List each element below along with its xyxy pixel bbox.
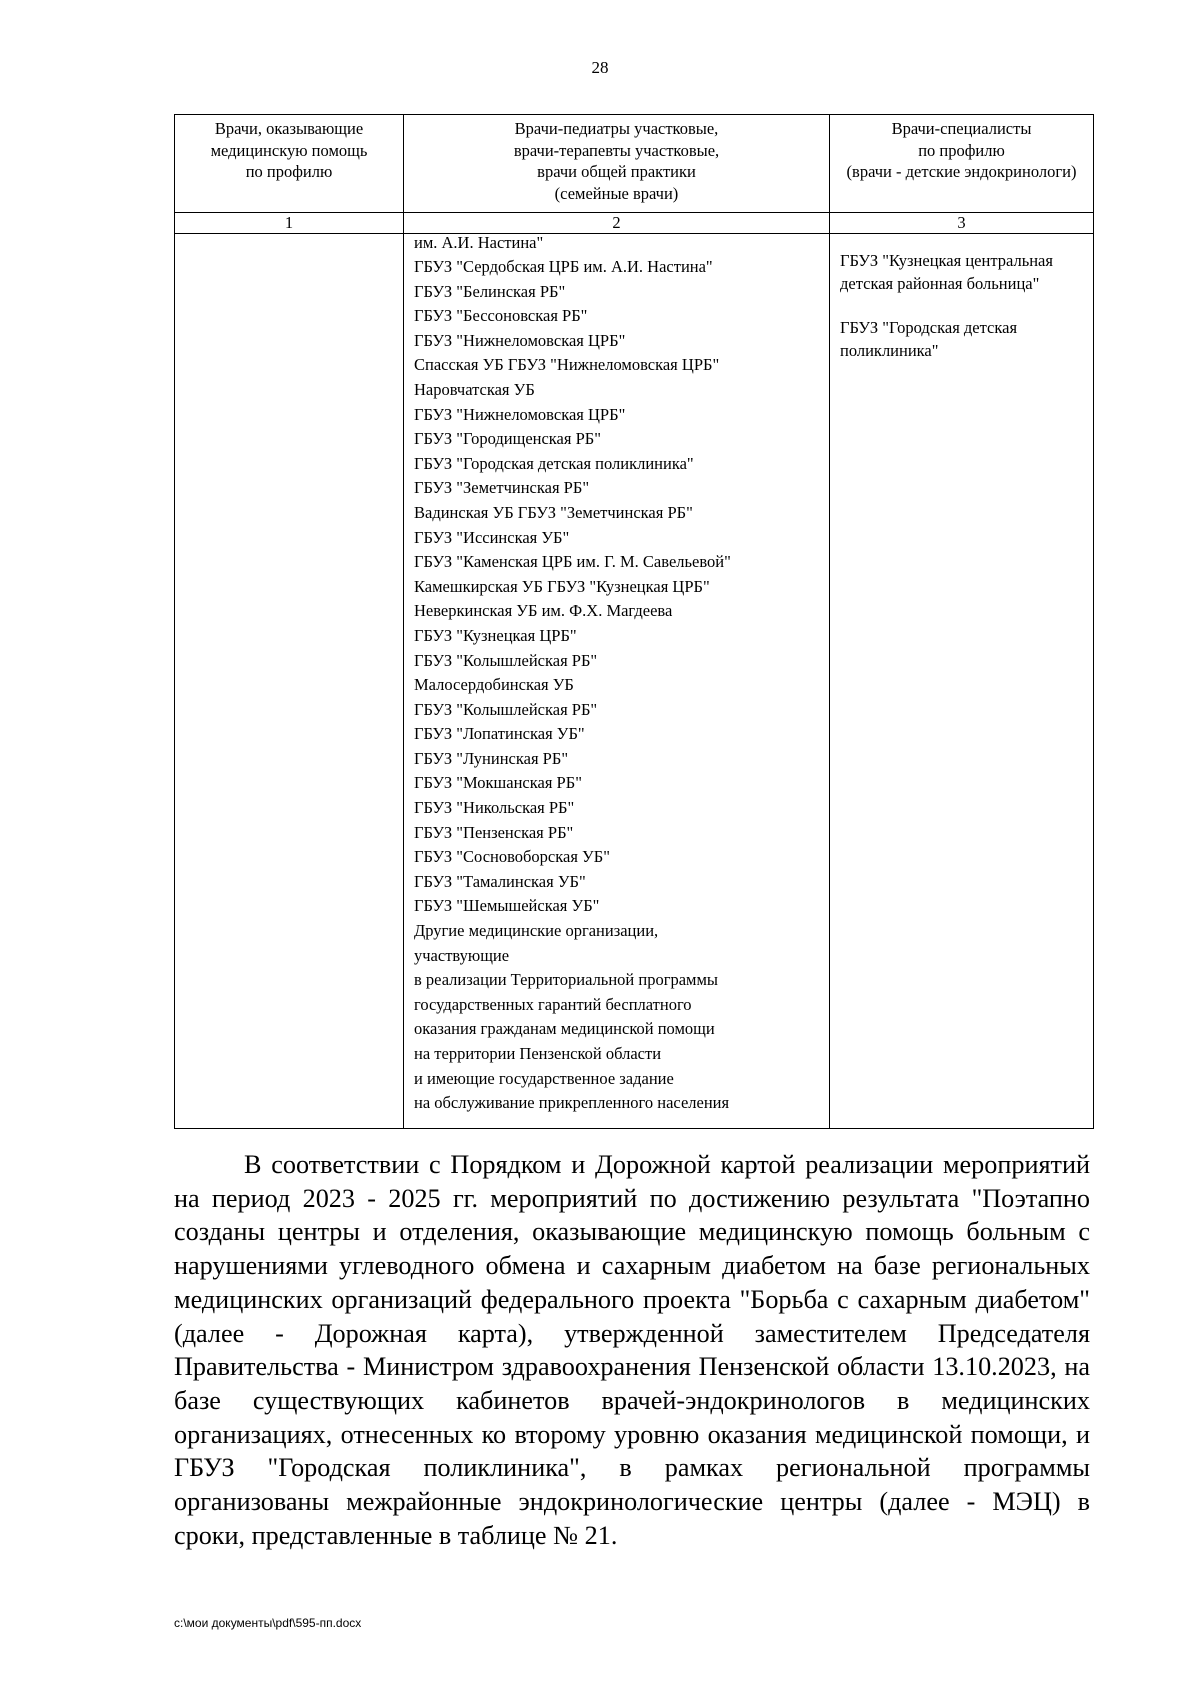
doctors-table bbox=[174, 114, 1094, 1129]
header-col-1-line: Врачи, оказывающие bbox=[214, 119, 364, 138]
column-number: 3 bbox=[830, 213, 1094, 234]
organization-line: ГБУЗ "Сердобская ЦРБ им. А.И. Настина" bbox=[414, 257, 713, 276]
header-col-2-line: врачи-терапевты участковые, bbox=[513, 140, 720, 160]
organization-line: ГБУЗ "Каменская ЦРБ им. Г. М. Савельевой" bbox=[414, 552, 731, 572]
header-col-1 bbox=[175, 115, 404, 213]
organization-line: ГБУЗ "Земетчинская РБ" bbox=[414, 478, 590, 498]
organization-line: ГБУЗ "Пензенская РБ" bbox=[414, 822, 574, 842]
organization-line: ГБУЗ "Мокшанская РБ" bbox=[414, 773, 582, 793]
organization-line: ГБУЗ "Колышлейская РБ" bbox=[414, 699, 598, 719]
column-number: 1 bbox=[175, 213, 404, 234]
organization-line: ГБУЗ "Бессоновская РБ" bbox=[414, 306, 588, 326]
organization-line: Наровчатская УБ bbox=[414, 379, 535, 399]
organization-line: государственных гарантий бесплатного bbox=[414, 994, 692, 1014]
table-body-row bbox=[175, 234, 1094, 1129]
organization-line: ГБУЗ "Колышлейская РБ" bbox=[414, 650, 598, 670]
organization-line: ГБУЗ "Тамалинская УБ" bbox=[414, 871, 586, 891]
organization-line: в реализации Территориальной программы bbox=[414, 970, 719, 990]
column-number: 2 bbox=[404, 213, 830, 234]
organization-line: ГБУЗ "Городищенская РБ" bbox=[414, 429, 601, 449]
organization-line: ГБУЗ "Лопатинская УБ" bbox=[414, 724, 585, 744]
header-col-3-line: Врачи-специалисты bbox=[891, 119, 1032, 138]
organization-line: ГБУЗ "Кузнецкая ЦРБ" bbox=[414, 625, 577, 645]
specialist-organization bbox=[840, 250, 1087, 295]
organization-line: на обслуживание прикрепленного населения bbox=[414, 1093, 730, 1113]
page-number: 28 bbox=[591, 58, 609, 77]
header-col-2-line: Врачи-педиатры участковые, bbox=[514, 119, 719, 138]
column-number-row bbox=[175, 213, 1094, 234]
organization-line: ГБУЗ "Шемышейская УБ" bbox=[414, 896, 600, 916]
organization-line: ГБУЗ "Никольская РБ" bbox=[414, 798, 575, 818]
organization-line: Неверкинская УБ им. Ф.Х. Магдеева bbox=[414, 601, 673, 621]
col1-body-cell bbox=[175, 234, 404, 1129]
header-col-1-line: по профилю bbox=[245, 162, 333, 181]
header-col-3 bbox=[830, 115, 1094, 213]
header-col-2-line: врачи общей практики bbox=[537, 162, 696, 181]
header-col-3-line: (врачи - детские эндокринологи) bbox=[846, 162, 1077, 181]
col2-body-cell bbox=[404, 234, 830, 1129]
organization-line: оказания гражданам медицинской помощи bbox=[414, 1019, 715, 1039]
organization-line: ГБУЗ "Нижнеломовская ЦРБ" bbox=[414, 330, 626, 350]
header-col-1-line: медицинскую помощь bbox=[210, 140, 368, 160]
specialist-organization-line: ГБУЗ "Городская детская bbox=[840, 318, 1018, 337]
organization-line: ГБУЗ "Лунинская РБ" bbox=[414, 748, 569, 768]
body-paragraph: В соответствии с Порядком и Дорожной картой реализации мероприятий на период 2023 - 2025 гг. мероприятий по достижению результата "Поэтапно созданы центры и отделения, оказывающие медицинскую помощь больным с нарушениями углеводного обмена и сахарным диабетом на базе региональных медицинских организаций федерального проекта "Борьба с сахарным диабетом" (далее - Дорожная карта), утвержденной заместителем Председателя Правительства - Министром здравоохранения Пензенской области 13.10.2023, на базе существующих кабинетов врачей-эндокринологов в медицинских организациях, отнесенных ко второму уровню оказания медицинской помощи, и ГБУЗ "Городская поликлиника", в рамках региональной программы организованы межрайонные эндокринологические центры (далее - МЭЦ) в сроки, представленные в таблице № 21. bbox=[174, 1150, 1090, 1550]
organization-line: на территории Пензенской области bbox=[414, 1044, 662, 1063]
header-col-3-line: по профилю bbox=[918, 140, 1005, 160]
organization-line: и имеющие государственное задание bbox=[414, 1068, 674, 1088]
table-header-row bbox=[175, 115, 1094, 213]
col3-body-cell bbox=[830, 234, 1094, 1129]
organization-line: Спасская УБ ГБУЗ "Нижнеломовская ЦРБ" bbox=[414, 355, 720, 375]
organization-line: ГБУЗ "Нижнеломовская ЦРБ" bbox=[414, 404, 626, 424]
header-col-2-line: (семейные врачи) bbox=[554, 183, 679, 203]
specialist-organization-line: детская районная больница" bbox=[840, 273, 1040, 293]
organization-line: Вадинская УБ ГБУЗ "Земетчинская РБ" bbox=[414, 502, 693, 522]
organization-line: ГБУЗ "Сосновоборская УБ" bbox=[414, 847, 610, 867]
organization-line: ГБУЗ "Иссинская УБ" bbox=[414, 527, 570, 547]
organization-line: ГБУЗ "Городская детская поликлиника" bbox=[414, 453, 694, 473]
organization-line: Камешкирская УБ ГБУЗ "Кузнецкая ЦРБ" bbox=[414, 576, 710, 596]
header-col-2 bbox=[404, 115, 830, 213]
specialist-organization bbox=[840, 317, 1087, 362]
organization-line: ГБУЗ "Белинская РБ" bbox=[414, 281, 566, 301]
specialist-organization-line: поликлиника" bbox=[840, 340, 939, 360]
organization-line: Другие медицинские организации, bbox=[414, 921, 659, 941]
organization-line: им. А.И. Настина" bbox=[414, 233, 544, 252]
specialist-organization-line: ГБУЗ "Кузнецкая центральная bbox=[840, 251, 1053, 270]
organization-line: Малосердобинская УБ bbox=[414, 675, 574, 695]
file-path-footer: c:\мои документы\pdf\595-пп.docx bbox=[174, 1616, 362, 1630]
organization-line: участвующие bbox=[414, 945, 510, 965]
